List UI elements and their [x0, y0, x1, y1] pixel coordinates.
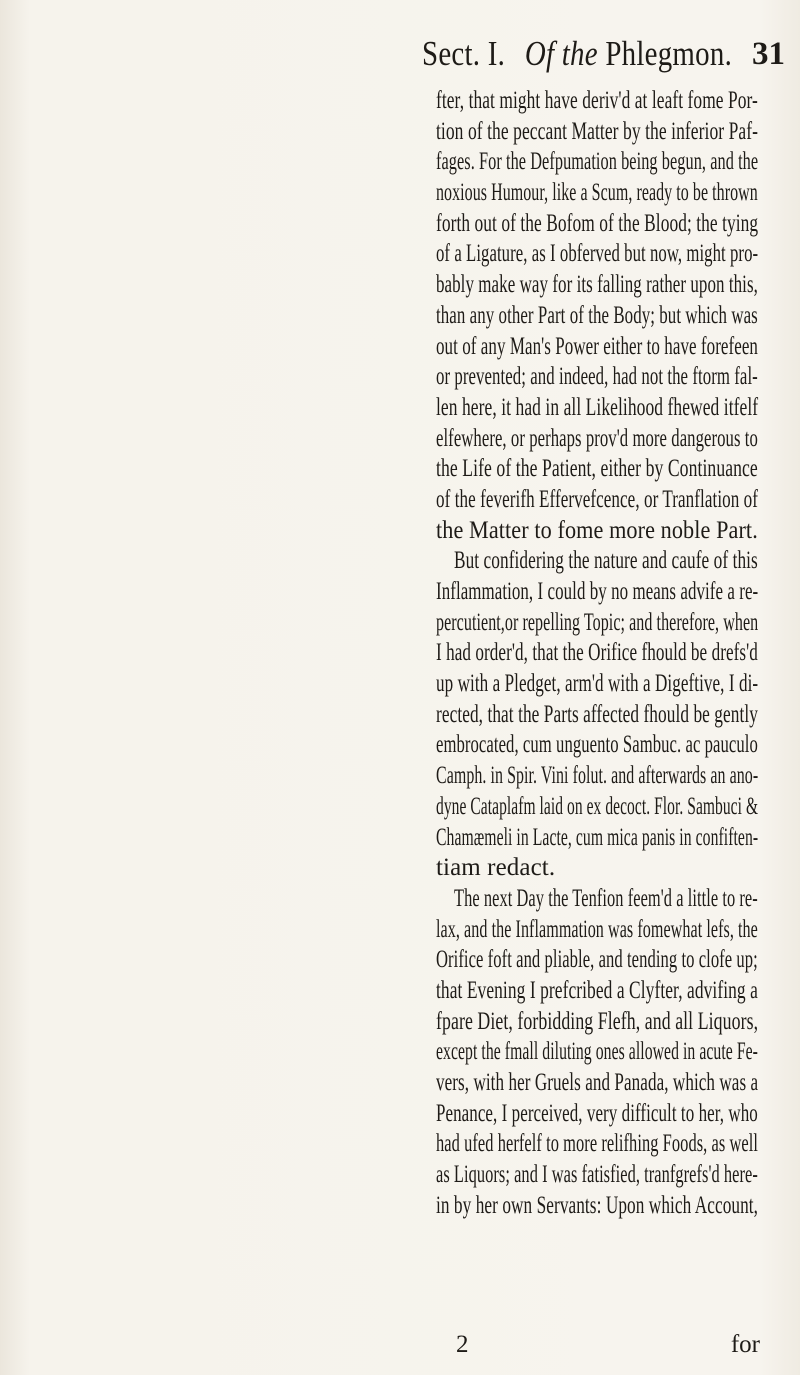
catchword: for [730, 1331, 760, 1358]
text-line: tion of the peccant Matter by the inferior Paf- [436, 117, 759, 145]
text-line: of a Ligature, as I obferved but now, might pro- [436, 240, 759, 268]
title-italic: Of the [524, 34, 598, 73]
text-line: in by her own Servants: Upon which Account, [436, 1191, 759, 1219]
text-line: percutient,or repelling Topic; and therefore, when [436, 608, 759, 636]
text-line: Penance, I perceived, very difficult to her, who [436, 1099, 758, 1127]
text-line: dyne Cataplafm laid on ex decoct. Flor. Sambuci & [436, 792, 759, 820]
text-line: or prevented; and indeed, had not the ftorm fal- [436, 363, 758, 391]
text-line: Camph. in Spir. Vini folut. and afterwards an ano- [436, 762, 759, 790]
text-line: Chamæmeli in Lacte, cum mica panis in confiften- [436, 823, 759, 851]
text-line: len here, it had in all Likelihood fhewed itfelf [436, 393, 759, 421]
text-line: rected, that the Parts affected fhould be gently [436, 700, 758, 728]
text-line: up with a Pledget, arm'd with a Digeftive, I di- [436, 670, 759, 698]
text-line: the Life of the Patient, either by Continuance [436, 455, 758, 483]
text-line: fter, that might have deriv'd at leaft fome Por- [436, 87, 758, 114]
text-line: I had order'd, that the Orifice fhould be drefs'd [436, 639, 758, 667]
text-line: forth out of the Bofom of the Blood; the tying [436, 209, 759, 237]
text-line: The next Day the Tenfion feem'd a little to re- [454, 884, 758, 912]
text-line: bably make way for its falling rather upon this, [436, 271, 758, 299]
text-line: that Evening I prefcribed a Clyfter, advifing a [436, 976, 758, 1004]
text-line: than any other Part of the Body; but which was [436, 301, 758, 329]
page-number: 31 [752, 36, 785, 72]
section-label: Sect. I. [422, 34, 506, 73]
text-line: had ufed herfelf to more relifhing Foods, as well [436, 1130, 759, 1158]
text-line: lax, and the Inflammation was fomewhat lefs, the [436, 915, 758, 943]
text-line: embrocated, cum unguento Sambuc. ac pauculo [436, 731, 758, 759]
text-line: Inflammation, I could by no means advife a re- [436, 578, 759, 605]
running-head [422, 34, 732, 74]
text-line: elfewhere, or perhaps prov'd more dangerous to [436, 424, 758, 452]
text-line: out of any Man's Power either to have forefeen [436, 332, 758, 360]
title-rest: Phlegmon. [605, 34, 733, 73]
signature-mark: 2 [456, 1331, 469, 1358]
text-line: Orifice foft and pliable, and tending to clofe up; [436, 946, 758, 974]
page-footer [438, 1330, 760, 1360]
text-line: noxious Humour, like a Scum, ready to be thrown [436, 179, 758, 207]
text-line: except the fmall diluting ones allowed in acute Fe- [436, 1038, 758, 1066]
text-line: of the feverifh Effervefcence, or Tranflation of [436, 485, 759, 513]
text-line: tiam redact. [436, 854, 556, 882]
text-line: as Liquors; and I was fatisfied, tranfgrefs'd here- [436, 1161, 758, 1189]
text-line: fpare Diet, forbidding Flefh, and all Liquors, [436, 1007, 759, 1035]
text-line: vers, with her Gruels and Panada, which was a [436, 1069, 759, 1096]
body-text [436, 86, 766, 1221]
text-line: But confidering the nature and caufe of this [454, 547, 758, 575]
text-line: the Matter to fome more noble Part. [436, 516, 758, 544]
text-line: fages. For the Defpumation being begun, and the [436, 148, 759, 176]
